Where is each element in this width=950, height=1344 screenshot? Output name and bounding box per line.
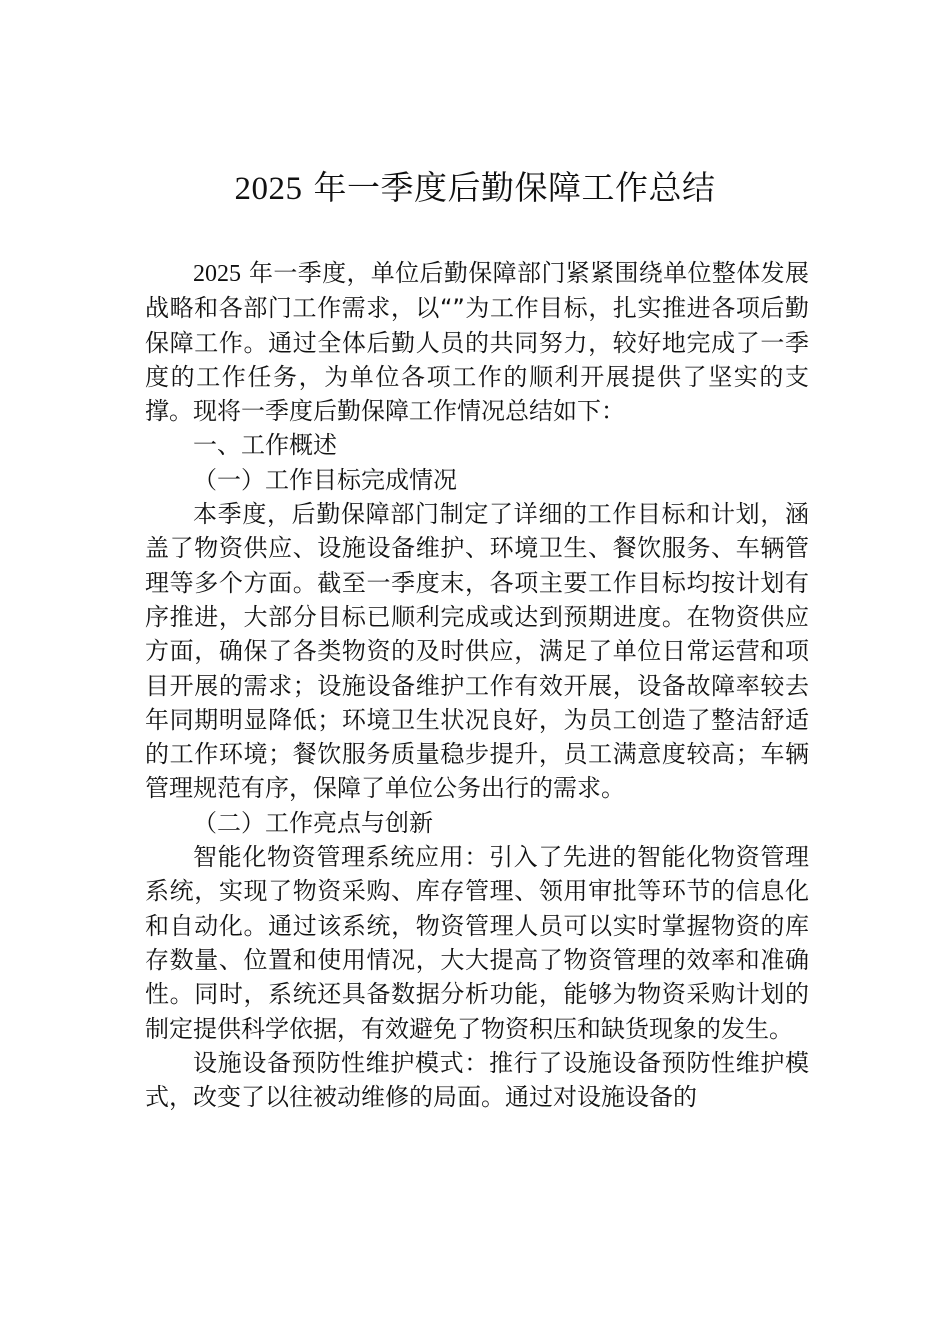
intro-year: 2025 bbox=[193, 261, 241, 287]
section-heading-overview: 一、工作概述 bbox=[193, 431, 337, 460]
title-text: 年一季度后勤保障工作总结 bbox=[302, 168, 716, 207]
intro-paragraph bbox=[145, 256, 809, 428]
document-body bbox=[145, 256, 809, 1114]
goals-paragraph: 本季度，后勤保障部门制定了详细的工作目标和计划，涵盖了物资供应、设施设备维护、环境卫生、餐饮服务、车辆管理等多个方面。截至一季度末，各项主要工作目标均按计划有序推进，大部分目标已顺利完成或达到预期进度。在物资供应方面，确保了各类物资的及时供应，满足了单位日常运营和项目开展的需求；设施设备维护工作有效开展，设备故障率较去年同期明显降低；环境卫生状况良好，为员工创造了整洁舒适的工作环境；餐饮服务质量稳步提升，员工满意度较高；车辆管理规范有序，保障了单位公务出行的需求。 bbox=[145, 500, 809, 803]
document-title bbox=[0, 166, 950, 211]
title-year: 2025 bbox=[234, 171, 303, 207]
preventive-maintenance-paragraph: 设施设备预防性维护模式：推行了设施设备预防性维护模式，改变了以往被动维修的局面。通过对设施设备的 bbox=[145, 1048, 809, 1112]
subsection-heading-goals: （一）工作目标完成情况 bbox=[193, 465, 457, 494]
subsection-heading-highlights: （二）工作亮点与创新 bbox=[193, 808, 433, 837]
smart-materials-paragraph: 智能化物资管理系统应用：引入了先进的智能化物资管理系统，实现了物资采购、库存管理、领用审批等环节的信息化和自动化。通过该系统，物资管理人员可以实时掌握物资的库存数量、位置和使用情况，大大提高了物资管理的效率和准确性。同时，系统还具备数据分析功能，能够为物资采购计划的制定提供科学依据，有效避免了物资积压和缺货现象的发生。 bbox=[145, 843, 809, 1043]
intro-text: 年一季度，单位后勤保障部门紧紧围绕单位整体发展战略和各部门工作需求，以“”为工作目标，扎实推进各项后勤保障工作。通过全体后勤人员的共同努力，较好地完成了一季度的工作任务，为单位各项工作的顺利开展提供了坚实的支撑。现将一季度后勤保障工作情况总结如下： bbox=[145, 259, 809, 426]
